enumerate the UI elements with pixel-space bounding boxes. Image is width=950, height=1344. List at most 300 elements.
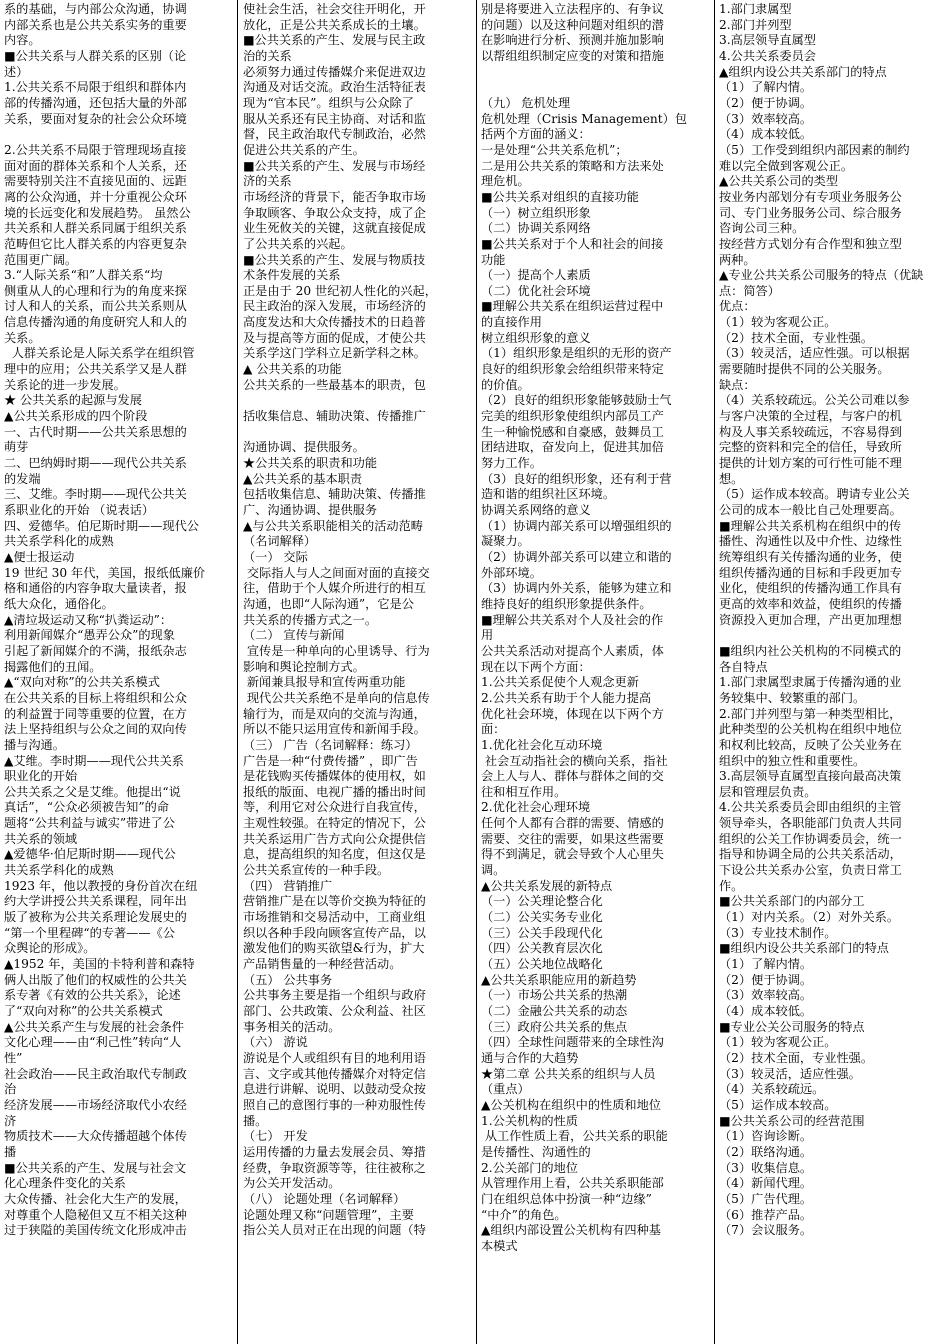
- text-line: 内部关系也是公共关系实务的重要: [4, 17, 187, 32]
- text-line: 3.高层领导直属型直接向最高决策: [719, 769, 902, 784]
- text-line: ▲公共关系形成的四个阶段: [4, 409, 148, 424]
- text-line: ▲公共关系发展的新特点: [481, 878, 613, 893]
- text-line: 侧重从人的心理和行为的角度来探: [4, 283, 187, 298]
- text-line: 格和通俗的内容争取大量读者，报: [4, 581, 187, 596]
- text-line: 从管理作用上看，公共关系职能部: [481, 1176, 664, 1191]
- text-line: ▲艾维。李时期——现代公共关系: [4, 753, 184, 768]
- text-line: 难以完全做到客观公正。: [719, 158, 854, 173]
- text-line: （1）组织形象是组织的无形的资产: [481, 346, 672, 361]
- text-line: 市场推销和交易活动中，工商业组: [243, 910, 426, 925]
- text-line: 维持良好的组织形象提供条件。: [481, 596, 652, 611]
- text-column-3: [481, 2, 709, 1342]
- text-line: 物质技术——大众传播超越个体传: [4, 1129, 187, 1144]
- text-line: 内容。: [4, 33, 41, 48]
- text-column-4: [719, 2, 946, 1342]
- text-line: 经费，争取资源等等，往往被称之: [243, 1160, 426, 1175]
- text-line: 离的公众沟通，并十分重视公众环: [4, 189, 187, 204]
- text-line: （1）较为客观公正。: [719, 315, 837, 330]
- text-line: 治的关系: [243, 48, 292, 63]
- text-line: 协调关系网络的意义: [481, 503, 591, 517]
- text-line: 服从关系还有民主协商、对话和监: [243, 111, 426, 126]
- text-line: 揭露他们的丑闻。: [4, 659, 102, 674]
- text-line: 想。: [719, 471, 744, 486]
- text-line: （一）公关理论整合化: [481, 894, 603, 909]
- text-line: 系的基础，与内部公众沟通，协调: [4, 2, 187, 16]
- text-line: 外部环境。: [481, 565, 542, 580]
- text-line: 2.公共关系不局限于管理现场直接: [4, 142, 187, 157]
- text-line: 一、古代时期——公共关系思想的: [4, 424, 187, 439]
- text-line: 面：: [481, 722, 506, 737]
- text-line: （1）较为客观公正。: [719, 1035, 837, 1050]
- text-line: 二、巴纳姆时期——现代公共关系: [4, 456, 187, 471]
- text-line: （4）成本较低。: [719, 1004, 813, 1018]
- text-line: 层和管理层负责。: [719, 784, 817, 799]
- text-line: 2.公共关系有助于个人能力提高: [481, 690, 652, 705]
- text-line: 统筹组织有关传播沟通的业务，使: [719, 549, 902, 564]
- text-line: （3）较灵活，适应性强。可以根据: [719, 346, 910, 361]
- text-line: 播。: [243, 1113, 268, 1128]
- text-line: 各自特点: [719, 659, 768, 674]
- text-line: 四、爱德华。伯尼斯时期——现代公: [4, 518, 199, 533]
- text-line: 努力工作。: [481, 456, 542, 471]
- text-line: 沟通，也即“人际沟通”，它是公: [243, 596, 414, 611]
- text-line: 现代公共关系绝不是单向的信息传: [243, 690, 430, 705]
- text-line: 优化社会环境，体现在以下两个方: [481, 706, 664, 721]
- text-line: 公共关系的一些最基本的职责，包: [243, 377, 426, 392]
- text-line: 按经营方式划分有合作型和独立型: [719, 236, 902, 251]
- text-line: （5）运作成本较高。聘请专业公关: [719, 487, 910, 502]
- text-line: ■公共关系的产生、发展与物质技: [243, 252, 426, 267]
- text-line: （3）收集信息。: [719, 1160, 813, 1175]
- text-line: 现为“官本民”。组织与公众除了: [243, 95, 414, 110]
- column-divider: [476, 0, 477, 1344]
- text-line: 萌芽: [4, 440, 29, 455]
- text-line: 版了被称为公共关系理论发展史的: [4, 910, 187, 925]
- text-line: 面对面的群体关系和个人关系，还: [4, 158, 187, 173]
- text-line: 文化心理——由“利己性”转向“人: [4, 1035, 182, 1050]
- text-line: （3）良好的组织形象，还有利于营: [481, 471, 672, 486]
- text-line: 公共事务主要是指一个组织与政府: [243, 988, 426, 1003]
- text-column-1: [4, 2, 232, 1342]
- text-line: 为公关开发活动。: [243, 1176, 341, 1191]
- text-line: 民主政治的深入发展，市场经济的: [243, 299, 426, 314]
- text-line: 化心理条件变化的关系: [4, 1176, 126, 1191]
- text-line: （2）便于协调。: [719, 95, 813, 110]
- text-line: ■理解公共关系对个人及社会的作: [481, 612, 664, 627]
- text-line: 下设公共关系办公室，负责日常工: [719, 863, 902, 878]
- text-line: ▲与公共关系职能相关的活动范畴: [243, 518, 423, 533]
- text-line: 的利益置于同等重要的位置，在方: [4, 706, 187, 721]
- text-line: 与客户决策的全过程，与客户的机: [719, 409, 902, 424]
- text-line: 2.优化社会心理环境: [481, 800, 591, 815]
- text-line: 需要特别关注不直接见面的、远距: [4, 174, 187, 189]
- text-line: （二）协调关系网络: [481, 221, 591, 236]
- text-line: 咨询公司三种。: [719, 221, 805, 236]
- text-line: ▲1952 年，美国的卡特利普和森特: [4, 957, 195, 972]
- text-line: （五） 公共事务: [243, 972, 333, 987]
- text-line: （5）运作成本较高。: [719, 1097, 837, 1112]
- text-line: 广告是一种“付费传播” ，即广告: [243, 753, 418, 768]
- text-line: 是传播性、沟通性的: [481, 1144, 591, 1159]
- text-line: （3）效率较高。: [719, 111, 813, 126]
- text-line: （3）效率较高。: [719, 988, 813, 1003]
- text-line: 生一种愉悦感和自豪感，鼓舞员工: [481, 424, 664, 439]
- text-line: 资源投入更加合理，产出更加理想: [719, 612, 902, 627]
- text-line: 的发端: [4, 471, 41, 486]
- text-line: ▲专业公共关系公司服务的特点（优缺: [719, 268, 924, 283]
- text-line: （四） 营销推广: [243, 878, 333, 893]
- text-line: （一）树立组织形象: [481, 205, 591, 220]
- text-line: ▲公关机构在组织中的性质和地位: [481, 1097, 661, 1112]
- text-line: （4）新闻代理。: [719, 1176, 813, 1191]
- text-line: （八） 论题处理（名词解释）: [243, 1191, 406, 1206]
- text-line: 别是将要进入立法程序的、有争议: [481, 2, 664, 16]
- text-line: ▲公共关系公司的类型: [719, 174, 839, 189]
- text-line: 理危机。: [481, 174, 530, 189]
- text-line: （4）关系较疏远。: [719, 1082, 825, 1097]
- text-line: 播: [4, 1144, 17, 1159]
- text-line: 息，提高组织的知名度，但这仅是: [243, 847, 426, 862]
- text-line: 缺点：: [719, 377, 756, 392]
- text-line: 广、沟通协调、提供服务: [243, 503, 378, 517]
- text-line: 业化，使组织的传播沟通工作具有: [719, 581, 902, 596]
- text-line: 主观性较强。在特定的情况下，公: [243, 816, 426, 831]
- text-line: 系专著《有效的公共关系》，论述: [4, 988, 181, 1003]
- text-line: 约大学讲授公共关系课程，同年出: [4, 894, 187, 909]
- text-line: 以帮组组织制定应变的对策和措施: [481, 48, 664, 63]
- text-line: 激发他们的购买欲望&行为，扩大: [243, 941, 425, 956]
- text-line: 系职业化的开始 （说表话）: [4, 503, 155, 517]
- text-line: （2）便于协调。: [719, 972, 813, 987]
- text-line: （一）市场公共关系的热潮: [481, 988, 628, 1003]
- text-line: 对尊重个人隐秘但又互不相关这种: [4, 1207, 187, 1222]
- text-line: 4.公共关系委员会: [719, 48, 816, 63]
- text-line: “第一个里程碑“的专著——《公: [4, 925, 175, 940]
- text-line: 2.部门并列型与第一种类型相比，: [719, 706, 902, 721]
- text-line: （三）政府公共关系的焦点: [481, 1019, 628, 1034]
- text-line: 性”: [4, 1050, 23, 1065]
- text-line: （6）推荐产品。: [719, 1207, 813, 1222]
- text-line: [481, 80, 709, 96]
- text-line: （7）会议服务。: [719, 1223, 813, 1238]
- text-column-2: [243, 2, 471, 1342]
- text-line: 在公共关系的目标上将组织和公众: [4, 690, 187, 705]
- text-line: （二） 宣传与新闻: [243, 628, 345, 643]
- text-line: 组织中的独立性和重要性。: [719, 753, 866, 768]
- text-line: 宣传是一种单向的心里诱导、行为: [243, 643, 430, 658]
- text-line: 危机处理（Crisis Management）包: [481, 111, 688, 126]
- text-line: 共关系的传播方式之一。: [243, 612, 378, 627]
- text-line: 运用传播的力量去发展会员、筹措: [243, 1144, 426, 1159]
- text-line: ★第二章 公共关系的组织与人员: [481, 1066, 656, 1081]
- text-line: 现在以下两个方面：: [481, 659, 591, 674]
- text-line: 公共关系之父是艾维。他提出“说: [4, 784, 181, 799]
- text-line: 公共关系宣传的一种手段。: [243, 863, 390, 878]
- text-line: 指公关人员对正在出现的问题（特: [243, 1223, 426, 1238]
- text-line: ▲公共关系产生与发展的社会条件: [4, 1019, 184, 1034]
- text-line: （2）技术全面，专业性强。: [719, 1050, 874, 1065]
- text-line: （四）公关教育层次化: [481, 941, 603, 956]
- text-line: 利用新闻媒介“愚弄公众”的现象: [4, 628, 175, 643]
- text-line: 沟通协调、提供服务。: [243, 440, 365, 455]
- text-line: 信息传播沟通的角度研究人和人的: [4, 315, 187, 330]
- text-line: 及与提高等方面的促成，才使公共: [243, 330, 426, 345]
- text-line: 是花钱购买传播媒体的使用权，如: [243, 769, 426, 784]
- text-line: 业生死攸关的关键，这就直接促成: [243, 221, 426, 236]
- text-line: 务较集中、较繁重的部门。: [719, 690, 866, 705]
- text-line: 更高的效率和效益，使组织的传播: [719, 596, 902, 611]
- text-line: 济的关系: [243, 174, 292, 189]
- text-line: 促进公共关系的产生。: [243, 142, 365, 157]
- text-line: 一是处理“公共关系危机”；: [481, 142, 628, 157]
- text-line: （5）工作受到组织内部因素的制约: [719, 142, 910, 157]
- text-line: （1）咨询诊断。: [719, 1129, 813, 1144]
- text-line: 三、艾维。李时期——现代公共关: [4, 487, 187, 502]
- text-line: 职业化的开始: [4, 769, 78, 784]
- text-line: 济: [4, 1113, 17, 1128]
- text-line: 播与沟通。: [4, 737, 65, 752]
- text-line: 用: [481, 628, 494, 643]
- text-line: 良好的组织形象会给组织带来特定: [481, 362, 664, 377]
- text-line: 术条件发展的关系: [243, 268, 341, 283]
- text-line: 共关系和人群关系同属于组织关系: [4, 221, 187, 236]
- text-line: 此种类型的公关机构在组织中地位: [719, 722, 902, 737]
- text-line: 输行为，而是双向的交流与沟通，: [243, 706, 426, 721]
- text-line: 影响和舆论控制方式。: [243, 659, 365, 674]
- text-line: ■理解公共关系在组织运营过程中: [481, 299, 664, 314]
- text-line: （二）公关实务专业化: [481, 910, 603, 925]
- text-line: 完整的资料和完全的信任，导致所: [719, 440, 902, 455]
- text-line: 包括收集信息、辅助决策、传播推: [243, 487, 426, 502]
- text-line: 两种。: [719, 252, 756, 267]
- text-line: ■公共关系部门的内部分工: [719, 894, 865, 909]
- text-line: 督，民主政治取代专制政治，必然: [243, 127, 426, 142]
- text-line: 团结进取，奋发向上，促进其加倍: [481, 440, 664, 455]
- text-line: （三）公关手段现代化: [481, 925, 603, 940]
- text-line: 1.部门隶属型: [719, 2, 792, 16]
- text-line: （5）广告代理。: [719, 1191, 813, 1206]
- text-line: （2）良好的组织形象能够鼓励士气: [481, 393, 672, 408]
- text-line: ■公共关系公司的经营范围: [719, 1113, 865, 1128]
- text-line: 指导和协调全局的公共关系活动，: [719, 847, 902, 862]
- text-line: ■公共关系对组织的直接功能: [481, 189, 639, 204]
- text-line: 论题处理又称“问题管理”，主要: [243, 1207, 414, 1222]
- text-line: ■组织内社公关机构的不同模式的: [719, 643, 902, 658]
- text-line: ▲“双向对称”的公共关系模式: [4, 675, 160, 690]
- text-line: 照自己的意图行事的一种劝服性传: [243, 1097, 426, 1112]
- text-line: ▲组织内设公共关系部门的特点: [719, 64, 887, 79]
- column-divider: [714, 0, 715, 1344]
- text-line: 关系，要面对复杂的社会公众环境: [4, 111, 187, 126]
- text-line: 树立组织形象的意义: [481, 330, 591, 345]
- text-line: 1.优化社会化互动环境: [481, 737, 603, 752]
- text-line: ■理解公共关系机构在组织中的传: [719, 518, 902, 533]
- text-line: [481, 65, 709, 81]
- text-line: （2）技术全面，专业性强。: [719, 330, 874, 345]
- text-line: 领导牵头，各职能部门负责人共同: [719, 816, 902, 831]
- text-line: ■公共关系的产生、发展与民主政: [243, 33, 426, 48]
- text-line: 所以不能只运用宣传和新闻手段。: [243, 722, 426, 737]
- text-line: “中介”的角色。: [481, 1207, 567, 1222]
- text-line: （1）协调内部关系可以增强组织的: [481, 518, 672, 533]
- text-line: [4, 127, 232, 143]
- text-line: 大众传播、社会化大生产的发展，: [4, 1191, 187, 1206]
- text-line: 了公共关系的兴起。: [243, 236, 353, 251]
- text-line: 关系论的进一步发展。: [4, 377, 126, 392]
- text-line: 了“双向对称”的公共关系模式: [4, 1004, 163, 1018]
- text-line: ■公共关系的产生、发展与市场经: [243, 158, 426, 173]
- text-line: 得不到满足，就会导致个人心里失: [481, 847, 664, 862]
- text-line: 1923 年，他以教授的身份首次在纽: [4, 878, 198, 893]
- text-line: 司、专门业务服务公司、综合服务: [719, 205, 902, 220]
- text-line: 社会互动指社会的横向关系，指社: [481, 753, 668, 768]
- text-line: ■专业公关公司服务的特点: [719, 1019, 865, 1034]
- text-line: （三） 广告（名词解释：练习）: [243, 737, 418, 752]
- text-line: 公共关系活动对提高个人素质，体: [481, 643, 664, 658]
- text-line: 部门、公共政策、公众利益、社区: [243, 1004, 426, 1018]
- text-line: ▲公共关系职能应用的新趋势: [481, 972, 637, 987]
- text-line: 1.公共关系促使个人观念更新: [481, 675, 639, 690]
- text-line: 调。: [481, 863, 506, 878]
- text-line: 任何个人都有合群的需要、情感的: [481, 816, 664, 831]
- text-line: 真话”，“公众必须被告知”的命: [4, 800, 169, 815]
- text-line: 从工作性质上看，公共关系的职能: [481, 1129, 668, 1144]
- text-line: 门在组织总体中扮演一种“边缘”: [481, 1191, 652, 1206]
- text-line: 治: [4, 1082, 17, 1097]
- text-line: （2）联络沟通。: [719, 1144, 813, 1159]
- text-line: （四）全球性问题带来的全球性沟: [481, 1035, 664, 1050]
- text-line: 引起了新闻媒介的不满，报纸杂志: [4, 643, 187, 658]
- text-line: 人群关系论是人际关系学在组织管: [4, 346, 195, 361]
- text-line: 众舆论的形成》。: [4, 941, 96, 956]
- text-line: 高度发达和大众传播技术的日趋普: [243, 315, 426, 330]
- text-line: 关系。: [4, 330, 41, 345]
- text-line: 1.公关机构的性质: [481, 1113, 578, 1128]
- text-line: 营销推广是在以等价交换为特征的: [243, 894, 426, 909]
- text-line: 事务相关的活动。: [243, 1019, 341, 1034]
- text-line: 题将“公共利益与诚实”带进了公: [4, 816, 175, 831]
- text-line: 的直接作用: [481, 315, 542, 330]
- text-line: 二是用公共关系的策略和方法来处: [481, 158, 664, 173]
- text-line: 往，借助于个人媒介所进行的相互: [243, 581, 426, 596]
- text-line: 共关系学科化的成熟: [4, 534, 114, 549]
- text-line: ■公共关系对于个人和社会的间接: [481, 236, 664, 251]
- text-line: 1.部门隶属型隶属于传播沟通的业: [719, 675, 902, 690]
- text-line: 产品销售量的一种经营活动。: [243, 957, 402, 972]
- text-line: 凝聚力。: [481, 534, 530, 549]
- text-line: 沟通及对话交流。政治生活特征表: [243, 80, 426, 95]
- text-line: 2.公关部门的地位: [481, 1160, 578, 1175]
- text-line: 往和相互作用。: [481, 784, 567, 799]
- text-line: ★公共关系的职责和功能: [243, 456, 378, 471]
- text-line: 会上人与人、群体与群体之间的交: [481, 769, 664, 784]
- text-line: （五）公关地位战略化: [481, 957, 603, 972]
- text-line: 市场经济的背景下，能否争取市场: [243, 189, 426, 204]
- text-line: 按业务内部划分有专项业务服务公: [719, 189, 902, 204]
- text-line: （二）优化社会环境: [481, 283, 591, 298]
- text-line: （一） 交际: [243, 549, 308, 564]
- text-line: 理中的应用；公共关系学又是人群: [4, 362, 187, 377]
- text-line: 的问题）以及这种问题对组织的潜: [481, 17, 664, 32]
- text-line: 功能: [481, 252, 506, 267]
- text-line: ▲爱德华·伯尼斯时期——现代公: [4, 847, 176, 862]
- text-line: 组织传播沟通的目标和手段更加专: [719, 565, 902, 580]
- text-line: 作。: [719, 878, 744, 893]
- text-line: （七） 开发: [243, 1129, 308, 1144]
- text-line: 组织的公关工作协调委员会，统一: [719, 831, 902, 846]
- text-line: （4）成本较低。: [719, 127, 813, 142]
- text-line: （1）了解内情。: [719, 80, 813, 95]
- text-line: ■公共关系的产生、发展与社会文: [4, 1160, 187, 1175]
- text-line: 使社会生活，社会交往开明化，开: [243, 2, 426, 16]
- text-line: 新闻兼具报导和宣传两重功能: [243, 675, 406, 690]
- text-line: 播性、沟通性以及中介性、边缘性: [719, 534, 902, 549]
- text-line: ▲组织内部设置公关机构有四种基: [481, 1223, 661, 1238]
- text-line: 部的传播沟通，还包括大量的外部: [4, 95, 187, 110]
- text-line: 社会政治——民主政治取代专制政: [4, 1066, 187, 1081]
- text-line: 言、文字或其他传播媒介对特定信: [243, 1066, 426, 1081]
- column-divider: [237, 0, 238, 1344]
- text-line: （1）了解内情。: [719, 957, 813, 972]
- text-line: （3）协调内外关系，能够为建立和: [481, 581, 672, 596]
- text-line: 述）: [4, 64, 29, 79]
- text-line: [243, 425, 471, 441]
- text-line: 括收集信息、辅助决策、传播推广: [243, 409, 426, 424]
- text-line: 造和谐的组织社区环境。: [481, 487, 616, 502]
- text-line: 讨人和人的关系，而公共关系则从: [4, 299, 187, 314]
- text-line: 关系学这门学科立足新学科之林。: [243, 346, 426, 361]
- text-line: 放化，正是公共关系成长的土壤。: [243, 17, 426, 32]
- text-line: 完美的组织形象使组织内部员工产: [481, 409, 664, 424]
- text-line: 4.公共关系委员会即由组织的主管: [719, 800, 902, 815]
- text-line: （二）金融公共关系的动态: [481, 1004, 628, 1018]
- text-line: ▲公共关系的基本职责: [243, 471, 363, 486]
- text-line: 19 世纪 30 年代，美国，报纸低廉价: [4, 565, 206, 580]
- text-line: ▲便士报运动: [4, 549, 75, 564]
- text-line: 俩人出版了他们的权威性的公共关: [4, 972, 187, 987]
- text-line: （重点）: [481, 1082, 530, 1097]
- text-line: （2）协调外部关系可以建立和谐的: [481, 549, 672, 564]
- text-line: ■公共关系与人群关系的区别（论: [4, 48, 187, 63]
- text-line: 1.公共关系不局限于组织和群体内: [4, 80, 187, 95]
- text-line: 正是由于 20 世纪初人性化的兴起，: [243, 283, 437, 298]
- text-line: 括两个方面的涵义：: [481, 127, 591, 142]
- text-line: 3.高层领导直属型: [719, 33, 816, 48]
- text-line: 需要随时提供不同的公关服务。: [719, 362, 890, 377]
- text-line: （一）提高个人素质: [481, 268, 591, 283]
- text-line: （名词解释）: [243, 534, 317, 549]
- text-line: （3）专业技术制作。: [719, 925, 837, 940]
- text-line: 的价值。: [481, 377, 530, 392]
- text-line: 通与合作的大趋势: [481, 1050, 579, 1065]
- text-line: 公司的成本一般比自己处理要高。: [719, 503, 902, 517]
- text-line: （4）关系较疏远。公关公司难以参: [719, 393, 910, 408]
- text-line: 游说是个人或组织有目的地利用语: [243, 1050, 426, 1065]
- text-line: 经济发展——市场经济取代小农经: [4, 1097, 187, 1112]
- text-line: 和权利比较高，反映了公关业务在: [719, 737, 902, 752]
- text-line: 必须努力通过传播媒介来促进双边: [243, 64, 426, 79]
- text-line: 息进行讲解、说明、以鼓动受众按: [243, 1082, 426, 1097]
- text-line: 争取顾客、争取公众支持，成了企: [243, 205, 426, 220]
- text-line: ▲清垃圾运动又称“扒粪运动”：: [4, 612, 173, 627]
- text-line: 提供的计划方案的可行性可能不理: [719, 456, 902, 471]
- text-line: 2.部门并列型: [719, 17, 792, 32]
- text-line: [719, 628, 946, 644]
- text-line: 构及人事关系较疏远，不容易得到: [719, 424, 902, 439]
- text-line: ▲ 公共关系的功能: [243, 362, 342, 377]
- text-line: [243, 393, 471, 409]
- text-line: 优点：: [719, 299, 756, 314]
